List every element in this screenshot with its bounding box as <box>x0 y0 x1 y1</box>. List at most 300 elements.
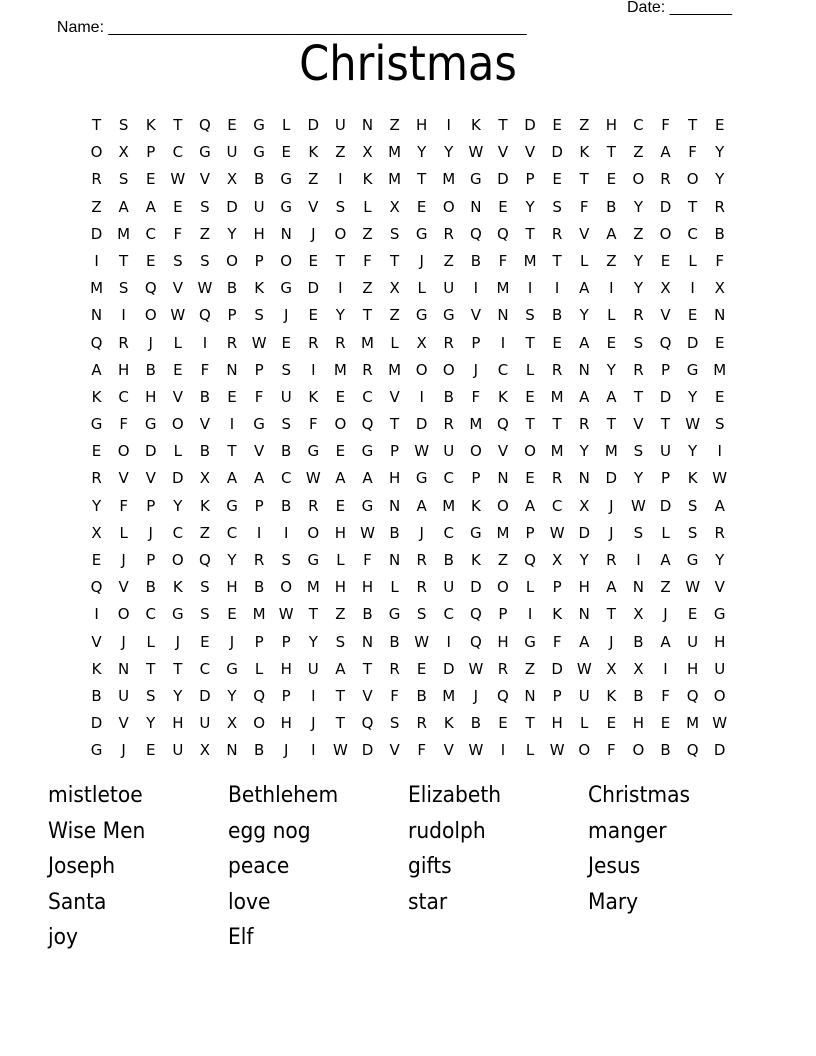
grid-cell[interactable]: K <box>470 116 481 134</box>
grid-cell[interactable]: Z <box>199 224 211 243</box>
grid-cell[interactable]: J <box>121 632 126 651</box>
grid-cell[interactable]: X <box>226 714 238 733</box>
grid-cell[interactable]: D <box>551 659 563 678</box>
grid-cell[interactable]: V <box>199 415 211 434</box>
grid-cell[interactable]: B <box>91 686 102 705</box>
grid-cell[interactable]: W <box>332 741 348 760</box>
grid-cell[interactable]: P <box>552 578 562 597</box>
grid-cell[interactable]: B <box>443 551 454 569</box>
grid-cell[interactable]: T <box>606 605 616 624</box>
grid-cell[interactable]: D <box>361 741 374 760</box>
grid-cell[interactable]: H <box>714 632 726 651</box>
grid-cell[interactable]: L <box>146 632 155 651</box>
grid-cell[interactable]: R <box>443 333 454 352</box>
grid-cell[interactable]: M <box>388 360 402 379</box>
grid-cell[interactable]: T <box>227 442 237 461</box>
grid-cell[interactable]: V <box>389 387 400 406</box>
grid-cell[interactable]: Y <box>173 496 183 515</box>
grid-cell[interactable]: J <box>283 741 289 760</box>
grid-cell[interactable]: A <box>335 469 346 488</box>
grid-cell[interactable]: T <box>173 659 183 678</box>
grid-cell[interactable]: F <box>119 415 128 434</box>
grid-cell[interactable]: W <box>685 578 701 597</box>
grid-cell[interactable]: G <box>307 551 320 569</box>
grid-cell[interactable]: R <box>606 551 617 569</box>
grid-cell[interactable]: I <box>311 686 316 705</box>
grid-cell[interactable]: V <box>362 686 373 705</box>
grid-cell[interactable]: O <box>117 605 130 624</box>
grid-cell[interactable]: D <box>470 578 482 597</box>
grid-cell[interactable]: M <box>306 578 320 597</box>
grid-cell[interactable]: N <box>361 116 374 134</box>
grid-cell[interactable]: T <box>633 387 643 406</box>
grid-cell[interactable]: B <box>660 741 671 760</box>
grid-cell[interactable]: T <box>660 415 671 434</box>
grid-cell[interactable]: E <box>660 251 671 270</box>
grid-cell[interactable]: Y <box>146 714 156 733</box>
grid-cell[interactable]: X <box>199 741 211 760</box>
grid-cell[interactable]: D <box>578 523 591 542</box>
grid-cell[interactable]: Z <box>91 197 102 216</box>
grid-cell[interactable]: J <box>473 686 479 705</box>
grid-cell[interactable]: B <box>389 632 400 651</box>
grid-cell[interactable]: E <box>687 605 698 624</box>
date-field[interactable]: Date: _______ <box>627 0 732 16</box>
grid-cell[interactable]: Z <box>660 578 671 597</box>
grid-cell[interactable]: U <box>307 659 319 678</box>
grid-cell[interactable]: T <box>335 686 345 705</box>
grid-cell[interactable]: H <box>578 578 590 597</box>
grid-cell[interactable]: D <box>90 714 103 733</box>
grid-cell[interactable]: E <box>173 197 183 216</box>
grid-cell[interactable]: Y <box>579 306 589 325</box>
grid-cell[interactable]: T <box>552 251 562 270</box>
grid-cell[interactable]: Z <box>362 224 373 243</box>
grid-cell[interactable]: C <box>145 605 156 624</box>
grid-cell[interactable]: E <box>281 143 291 162</box>
grid-cell[interactable]: F <box>363 551 372 569</box>
grid-cell[interactable]: L <box>525 741 535 760</box>
grid-cell[interactable]: Y <box>308 632 318 651</box>
grid-cell[interactable]: C <box>118 387 129 406</box>
grid-cell[interactable]: D <box>307 279 320 298</box>
grid-cell[interactable]: J <box>311 224 316 243</box>
grid-cell[interactable]: Y <box>227 686 237 705</box>
grid-cell[interactable]: Z <box>389 116 400 134</box>
grid-cell[interactable]: W <box>468 741 484 760</box>
grid-cell[interactable]: C <box>226 523 238 542</box>
grid-cell[interactable]: O <box>578 741 591 760</box>
grid-cell[interactable]: Y <box>417 143 427 162</box>
grid-cell[interactable]: D <box>605 469 618 488</box>
grid-cell[interactable]: U <box>578 686 590 705</box>
grid-cell[interactable]: Q <box>90 578 103 597</box>
grid-cell[interactable]: H <box>632 714 645 733</box>
grid-cell[interactable]: P <box>471 469 481 488</box>
grid-cell[interactable]: U <box>660 442 671 461</box>
grid-cell[interactable]: F <box>119 496 128 515</box>
grid-cell[interactable]: J <box>609 496 614 515</box>
grid-cell[interactable]: L <box>363 197 372 216</box>
grid-cell[interactable]: O <box>632 741 645 760</box>
grid-cell[interactable]: S <box>687 496 698 515</box>
grid-cell[interactable]: B <box>253 170 265 189</box>
grid-cell[interactable]: N <box>226 360 238 379</box>
grid-cell[interactable]: O <box>90 143 103 162</box>
grid-cell[interactable]: P <box>660 360 671 379</box>
grid-cell[interactable]: P <box>254 496 264 515</box>
grid-cell[interactable]: H <box>172 714 184 733</box>
grid-cell[interactable]: Z <box>335 143 346 162</box>
grid-cell[interactable]: P <box>146 551 156 569</box>
grid-cell[interactable]: U <box>443 279 455 298</box>
grid-cell[interactable]: B <box>551 306 563 325</box>
grid-cell[interactable]: R <box>443 224 454 243</box>
grid-cell[interactable]: X <box>362 143 373 162</box>
grid-cell[interactable]: Q <box>686 741 699 760</box>
grid-cell[interactable]: M <box>713 360 727 379</box>
grid-cell[interactable]: T <box>335 714 345 733</box>
grid-cell[interactable]: T <box>498 116 508 134</box>
grid-cell[interactable]: W <box>685 415 701 434</box>
grid-cell[interactable]: T <box>389 251 400 270</box>
grid-cell[interactable]: R <box>497 659 509 678</box>
grid-cell[interactable]: H <box>416 116 428 134</box>
grid-cell[interactable]: O <box>469 442 482 461</box>
grid-cell[interactable]: G <box>307 442 320 461</box>
grid-cell[interactable]: G <box>280 279 293 298</box>
grid-cell[interactable]: Y <box>715 143 725 162</box>
grid-cell[interactable]: S <box>281 360 291 379</box>
grid-cell[interactable]: W <box>549 523 565 542</box>
grid-cell[interactable]: H <box>334 523 347 542</box>
grid-cell[interactable]: G <box>713 605 726 624</box>
grid-cell[interactable]: O <box>226 251 238 270</box>
grid-cell[interactable]: C <box>633 116 644 134</box>
grid-cell[interactable]: F <box>552 632 562 651</box>
grid-cell[interactable]: D <box>144 442 157 461</box>
grid-cell[interactable]: E <box>335 442 346 461</box>
grid-cell[interactable]: J <box>311 714 316 733</box>
grid-cell[interactable]: I <box>446 632 451 651</box>
grid-cell[interactable]: L <box>688 251 697 270</box>
grid-cell[interactable]: S <box>714 415 725 434</box>
grid-cell[interactable]: E <box>227 605 237 624</box>
grid-cell[interactable]: T <box>91 116 102 134</box>
grid-cell[interactable]: U <box>118 686 130 705</box>
grid-cell[interactable]: D <box>524 116 536 134</box>
grid-cell[interactable]: V <box>253 442 265 461</box>
grid-cell[interactable]: K <box>687 469 698 488</box>
grid-cell[interactable]: A <box>91 360 102 379</box>
grid-cell[interactable]: E <box>606 333 617 352</box>
grid-cell[interactable]: Y <box>525 197 535 216</box>
grid-cell[interactable]: L <box>580 714 589 733</box>
grid-cell[interactable]: G <box>226 496 238 515</box>
grid-cell[interactable]: X <box>389 279 400 298</box>
grid-cell[interactable]: F <box>607 741 616 760</box>
grid-cell[interactable]: I <box>609 279 614 298</box>
grid-cell[interactable]: T <box>362 306 373 325</box>
grid-cell[interactable]: A <box>579 632 590 651</box>
grid-cell[interactable]: Y <box>688 387 698 406</box>
grid-cell[interactable]: W <box>278 605 294 624</box>
grid-cell[interactable]: E <box>552 116 562 134</box>
grid-cell[interactable]: E <box>173 360 183 379</box>
grid-cell[interactable]: E <box>227 116 237 134</box>
grid-cell[interactable]: K <box>200 496 210 515</box>
grid-cell[interactable]: X <box>91 523 102 542</box>
grid-cell[interactable]: A <box>416 496 427 515</box>
grid-cell[interactable]: G <box>470 170 482 189</box>
grid-cell[interactable]: S <box>525 306 535 325</box>
grid-cell[interactable]: N <box>497 469 509 488</box>
grid-cell[interactable]: R <box>633 306 644 325</box>
grid-cell[interactable]: B <box>389 523 400 542</box>
grid-cell[interactable]: E <box>335 496 346 515</box>
grid-cell[interactable]: I <box>500 741 506 760</box>
grid-cell[interactable]: X <box>579 496 590 515</box>
grid-cell[interactable]: E <box>525 387 535 406</box>
grid-cell[interactable]: B <box>281 496 292 515</box>
grid-cell[interactable]: F <box>715 251 725 270</box>
grid-cell[interactable]: E <box>308 251 319 270</box>
grid-cell[interactable]: C <box>443 523 454 542</box>
grid-cell[interactable]: W <box>549 741 565 760</box>
grid-cell[interactable]: V <box>524 143 536 162</box>
grid-cell[interactable]: U <box>199 714 211 733</box>
grid-cell[interactable]: A <box>226 469 238 488</box>
grid-cell[interactable]: J <box>148 333 153 352</box>
grid-cell[interactable]: V <box>497 442 509 461</box>
grid-cell[interactable]: Z <box>335 605 346 624</box>
grid-cell[interactable]: L <box>607 306 616 325</box>
grid-cell[interactable]: T <box>335 251 345 270</box>
grid-cell[interactable]: N <box>714 306 726 325</box>
grid-cell[interactable]: B <box>714 224 725 243</box>
grid-cell[interactable]: X <box>389 197 400 216</box>
grid-cell[interactable]: J <box>121 741 126 760</box>
grid-cell[interactable]: K <box>443 714 454 733</box>
grid-cell[interactable]: O <box>307 523 320 542</box>
grid-cell[interactable]: G <box>253 415 265 434</box>
grid-cell[interactable]: G <box>442 306 455 325</box>
grid-cell[interactable]: K <box>498 387 508 406</box>
grid-cell[interactable]: E <box>606 170 617 189</box>
grid-cell[interactable]: R <box>308 333 319 352</box>
grid-cell[interactable]: A <box>253 469 265 488</box>
grid-cell[interactable]: V <box>118 714 129 733</box>
grid-cell[interactable]: M <box>686 714 700 733</box>
grid-cell[interactable]: G <box>90 415 103 434</box>
grid-cell[interactable]: I <box>717 442 722 461</box>
grid-cell[interactable]: G <box>686 551 699 569</box>
grid-cell[interactable]: H <box>605 116 617 134</box>
grid-cell[interactable]: A <box>145 197 156 216</box>
grid-cell[interactable]: G <box>199 143 211 162</box>
grid-cell[interactable]: J <box>419 523 424 542</box>
grid-cell[interactable]: E <box>687 306 698 325</box>
grid-cell[interactable]: D <box>659 496 672 515</box>
grid-cell[interactable]: H <box>497 632 509 651</box>
grid-cell[interactable]: Q <box>469 605 482 624</box>
grid-cell[interactable]: T <box>119 251 129 270</box>
grid-cell[interactable]: V <box>579 224 590 243</box>
grid-cell[interactable]: T <box>173 116 183 134</box>
grid-cell[interactable]: G <box>415 224 428 243</box>
grid-cell[interactable]: P <box>146 143 156 162</box>
grid-cell[interactable]: G <box>361 496 374 515</box>
grid-cell[interactable]: O <box>632 170 645 189</box>
grid-cell[interactable]: H <box>253 224 265 243</box>
grid-cell[interactable]: E <box>525 469 535 488</box>
grid-cell[interactable]: I <box>663 659 668 678</box>
grid-cell[interactable]: S <box>118 170 129 189</box>
grid-cell[interactable]: B <box>145 360 156 379</box>
grid-cell[interactable]: I <box>636 551 641 569</box>
grid-cell[interactable]: B <box>199 442 211 461</box>
grid-cell[interactable]: Y <box>227 224 237 243</box>
grid-cell[interactable]: C <box>443 605 454 624</box>
grid-cell[interactable]: C <box>145 224 156 243</box>
grid-cell[interactable]: I <box>690 279 695 298</box>
grid-cell[interactable]: S <box>200 197 210 216</box>
grid-cell[interactable]: G <box>415 306 428 325</box>
grid-cell[interactable]: B <box>416 686 427 705</box>
grid-cell[interactable]: X <box>226 170 238 189</box>
grid-cell[interactable]: Q <box>199 306 211 325</box>
grid-cell[interactable]: B <box>470 251 481 270</box>
grid-cell[interactable]: H <box>361 578 374 597</box>
grid-cell[interactable]: R <box>660 170 671 189</box>
grid-cell[interactable]: O <box>171 551 184 569</box>
grid-cell[interactable]: U <box>226 143 238 162</box>
grid-cell[interactable]: W <box>305 469 321 488</box>
grid-cell[interactable]: Y <box>444 143 454 162</box>
grid-cell[interactable]: I <box>527 279 533 298</box>
grid-cell[interactable]: R <box>633 360 644 379</box>
grid-cell[interactable]: V <box>660 306 671 325</box>
grid-cell[interactable]: L <box>525 360 535 379</box>
grid-cell[interactable]: K <box>91 387 102 406</box>
grid-cell[interactable]: R <box>389 659 400 678</box>
grid-cell[interactable]: D <box>226 197 238 216</box>
grid-cell[interactable]: R <box>714 523 725 542</box>
grid-cell[interactable]: M <box>604 442 618 461</box>
grid-cell[interactable]: K <box>254 279 265 298</box>
grid-cell[interactable]: E <box>200 632 210 651</box>
grid-cell[interactable]: L <box>336 551 345 569</box>
grid-cell[interactable]: E <box>416 197 427 216</box>
grid-cell[interactable]: V <box>199 170 211 189</box>
grid-cell[interactable]: S <box>254 306 264 325</box>
grid-cell[interactable]: T <box>308 605 318 624</box>
grid-cell[interactable]: I <box>500 333 506 352</box>
grid-cell[interactable]: R <box>714 197 725 216</box>
grid-cell[interactable]: V <box>308 197 319 216</box>
grid-cell[interactable]: G <box>280 197 293 216</box>
grid-cell[interactable]: P <box>390 442 400 461</box>
grid-cell[interactable]: G <box>90 741 103 760</box>
grid-cell[interactable]: M <box>442 686 456 705</box>
grid-cell[interactable]: W <box>197 279 213 298</box>
grid-cell[interactable]: Q <box>361 415 374 434</box>
grid-cell[interactable]: K <box>145 116 156 134</box>
grid-cell[interactable]: I <box>121 306 126 325</box>
grid-cell[interactable]: N <box>388 496 401 515</box>
grid-cell[interactable]: M <box>523 251 537 270</box>
grid-cell[interactable]: O <box>524 442 536 461</box>
grid-cell[interactable]: I <box>311 741 316 760</box>
grid-cell[interactable]: X <box>633 605 644 624</box>
grid-cell[interactable]: M <box>550 387 564 406</box>
grid-cell[interactable]: M <box>117 224 131 243</box>
grid-cell[interactable]: N <box>470 197 482 216</box>
grid-cell[interactable]: L <box>417 279 426 298</box>
grid-cell[interactable]: O <box>442 197 455 216</box>
grid-cell[interactable]: L <box>173 333 182 352</box>
grid-cell[interactable]: Q <box>90 333 103 352</box>
grid-cell[interactable]: I <box>338 279 343 298</box>
grid-cell[interactable]: Y <box>688 442 698 461</box>
grid-cell[interactable]: K <box>308 143 319 162</box>
grid-cell[interactable]: M <box>442 170 456 189</box>
grid-cell[interactable]: L <box>580 251 589 270</box>
grid-cell[interactable]: N <box>632 578 645 597</box>
grid-cell[interactable]: Y <box>579 442 589 461</box>
grid-cell[interactable]: B <box>606 197 617 216</box>
grid-cell[interactable]: P <box>146 496 156 515</box>
grid-cell[interactable]: E <box>416 659 427 678</box>
grid-cell[interactable]: N <box>497 306 509 325</box>
grid-cell[interactable]: R <box>91 170 102 189</box>
grid-cell[interactable]: F <box>363 251 372 270</box>
grid-cell[interactable]: G <box>686 360 699 379</box>
grid-cell[interactable]: R <box>551 360 563 379</box>
grid-cell[interactable]: S <box>687 523 698 542</box>
grid-cell[interactable]: A <box>579 279 590 298</box>
grid-cell[interactable]: H <box>145 387 157 406</box>
grid-cell[interactable]: L <box>525 578 535 597</box>
grid-cell[interactable]: D <box>442 659 455 678</box>
grid-cell[interactable]: L <box>173 442 182 461</box>
grid-cell[interactable]: Z <box>579 116 590 134</box>
grid-cell[interactable]: P <box>525 523 535 542</box>
grid-cell[interactable]: E <box>660 714 671 733</box>
grid-cell[interactable]: J <box>663 605 668 624</box>
grid-cell[interactable]: B <box>253 578 265 597</box>
grid-cell[interactable]: E <box>714 387 725 406</box>
grid-cell[interactable]: E <box>227 387 237 406</box>
grid-cell[interactable]: W <box>414 442 430 461</box>
grid-cell[interactable]: S <box>389 714 400 733</box>
grid-cell[interactable]: M <box>496 523 510 542</box>
grid-cell[interactable]: S <box>416 605 427 624</box>
grid-cell[interactable]: O <box>171 415 184 434</box>
grid-cell[interactable]: F <box>498 251 508 270</box>
grid-cell[interactable]: W <box>468 143 484 162</box>
grid-cell[interactable]: O <box>497 578 509 597</box>
grid-cell[interactable]: E <box>145 170 156 189</box>
grid-cell[interactable]: L <box>390 578 399 597</box>
grid-cell[interactable]: K <box>579 143 590 162</box>
grid-cell[interactable]: R <box>416 714 427 733</box>
grid-cell[interactable]: C <box>687 224 698 243</box>
grid-cell[interactable]: W <box>468 659 484 678</box>
grid-cell[interactable]: O <box>415 360 428 379</box>
grid-cell[interactable]: P <box>281 686 291 705</box>
grid-cell[interactable]: D <box>551 143 563 162</box>
